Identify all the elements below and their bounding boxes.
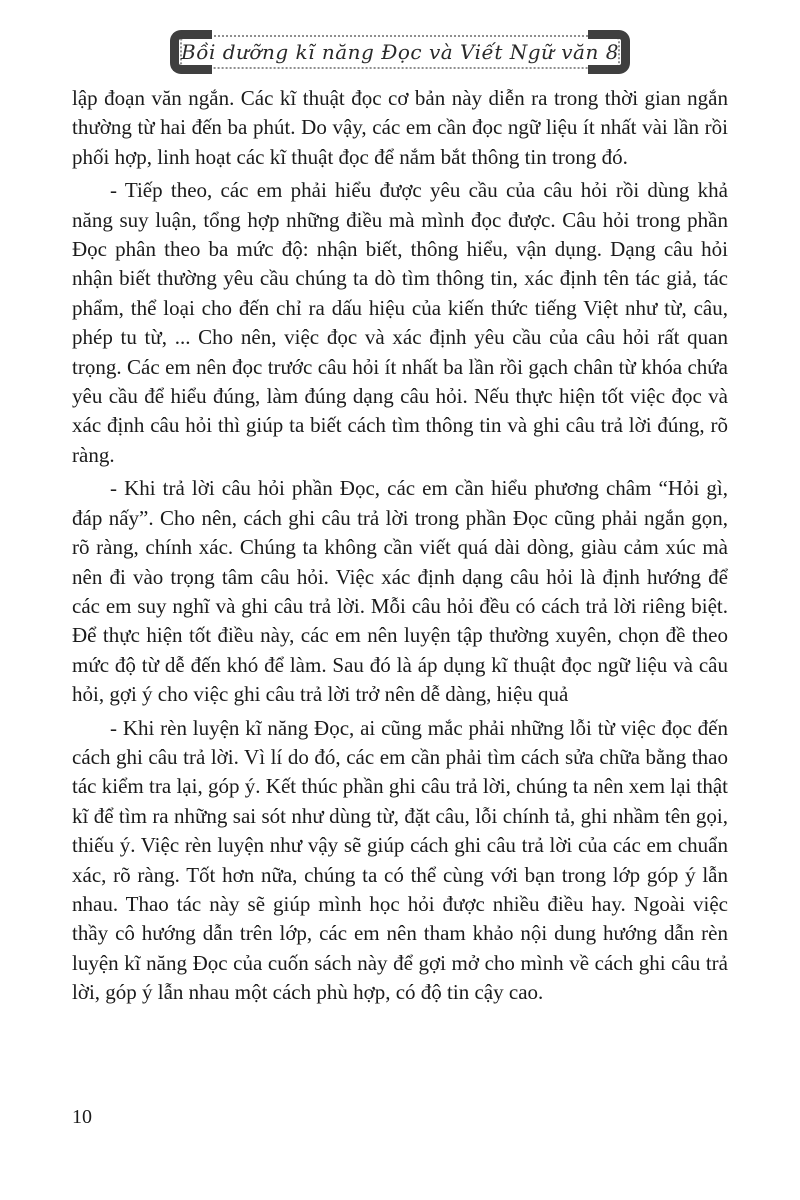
page-content	[72, 84, 728, 1012]
paragraph-continuation: lập đoạn văn ngắn. Các kĩ thuật đọc cơ bản này diễn ra trong thời gian ngắn thường từ hai đến ba phút. Do vậy, các em cần đọc ngữ liệu ít nhất vài lần rồi phối hợp, linh hoạt các kĩ thuật đọc để nắm bắt thông tin trong đó.	[72, 86, 728, 169]
page-number: 10	[72, 1106, 92, 1128]
paragraph-khi-ren-luyen: - Khi rèn luyện kĩ năng Đọc, ai cũng mắc phải những lỗi từ việc đọc đến cách ghi câu trả lời. Vì lí do đó, các em cần phải tìm cách sửa chữa bằng thao tác kiểm tra lại, góp ý. Kết thúc phần ghi câu trả lời, chúng ta nên xem lại thật kĩ để tìm ra những sai sót như dùng từ, đặt câu, lỗi chính tả, ghi nhầm tên gọi, thiếu ý. Việc rèn luyện như vậy sẽ giúp cách ghi câu trả lời của các em chuẩn xác, rõ ràng. Tốt hơn nữa, chúng ta có thể cùng với bạn trong lớp góp ý lẫn nhau. Thao tác này sẽ giúp mình học hỏi được nhiều điều hay. Ngoài việc thầy cô hướng dẫn trên lớp, các em nên tham khảo nội dung hướng dẫn rèn luyện kĩ năng Đọc của cuốn sách này để gợi mở cho mình về cách ghi câu trả lời, góp ý lẫn nhau một cách phù hợp, có độ tin cậy cao.	[72, 715, 728, 1005]
paragraph-khi-tra-loi: - Khi trả lời câu hỏi phần Đọc, các em cần hiểu phương châm “Hỏi gì, đáp nấy”. Cho nên, cách ghi câu trả lời trong phần Đọc cũng phải ngắn gọn, rõ ràng, chính xác. Chúng ta không cần viết quá dài dòng, giàu cảm xúc mà nên đi vào trọng tâm câu hỏi. Việc xác định dạng câu hỏi là định hướng để các em suy nghĩ và ghi câu trả lời. Mỗi câu hỏi đều có cách trả lời riêng biệt. Để thực hiện tốt điều này, các em nên luyện tập thường xuyên, chọn đề theo mức độ từ dễ đến khó để làm. Sau đó là áp dụng kĩ thuật đọc ngữ liệu và câu hỏi, gợi ý cho việc ghi câu trả lời trở nên dễ dàng, hiệu quả	[72, 476, 728, 707]
paragraph-tiep-theo: - Tiếp theo, các em phải hiểu được yêu cầu của câu hỏi rồi dùng khả năng suy luận, tổng hợp những điều mà mình đọc được. Câu hỏi trong phần Đọc phân theo ba mức độ: nhận biết, thông hiểu, vận dụng. Dạng câu hỏi nhận biết thường yêu cầu chúng ta dò tìm thông tin, xác định tên tác giả, tác phẩm, thể loại cho đến chỉ ra dấu hiệu của kiến thức tiếng Việt như từ, câu, phép tu từ, ... Cho nên, việc đọc và xác định yêu cầu của câu hỏi rất quan trọng. Các em nên đọc trước câu hỏi ít nhất ba lần rồi gạch chân từ khóa chứa yêu cầu để hiểu đúng, làm đúng dạng câu hỏi. Nếu thực hiện tốt việc đọc và xác định câu hỏi thì giúp ta biết cách tìm thông tin và ghi câu trả lời đúng, rõ ràng.	[72, 178, 728, 467]
header-title: Bồi dưỡng kĩ năng Đọc và Viết Ngữ văn 8	[181, 40, 619, 64]
page-header	[170, 30, 630, 74]
